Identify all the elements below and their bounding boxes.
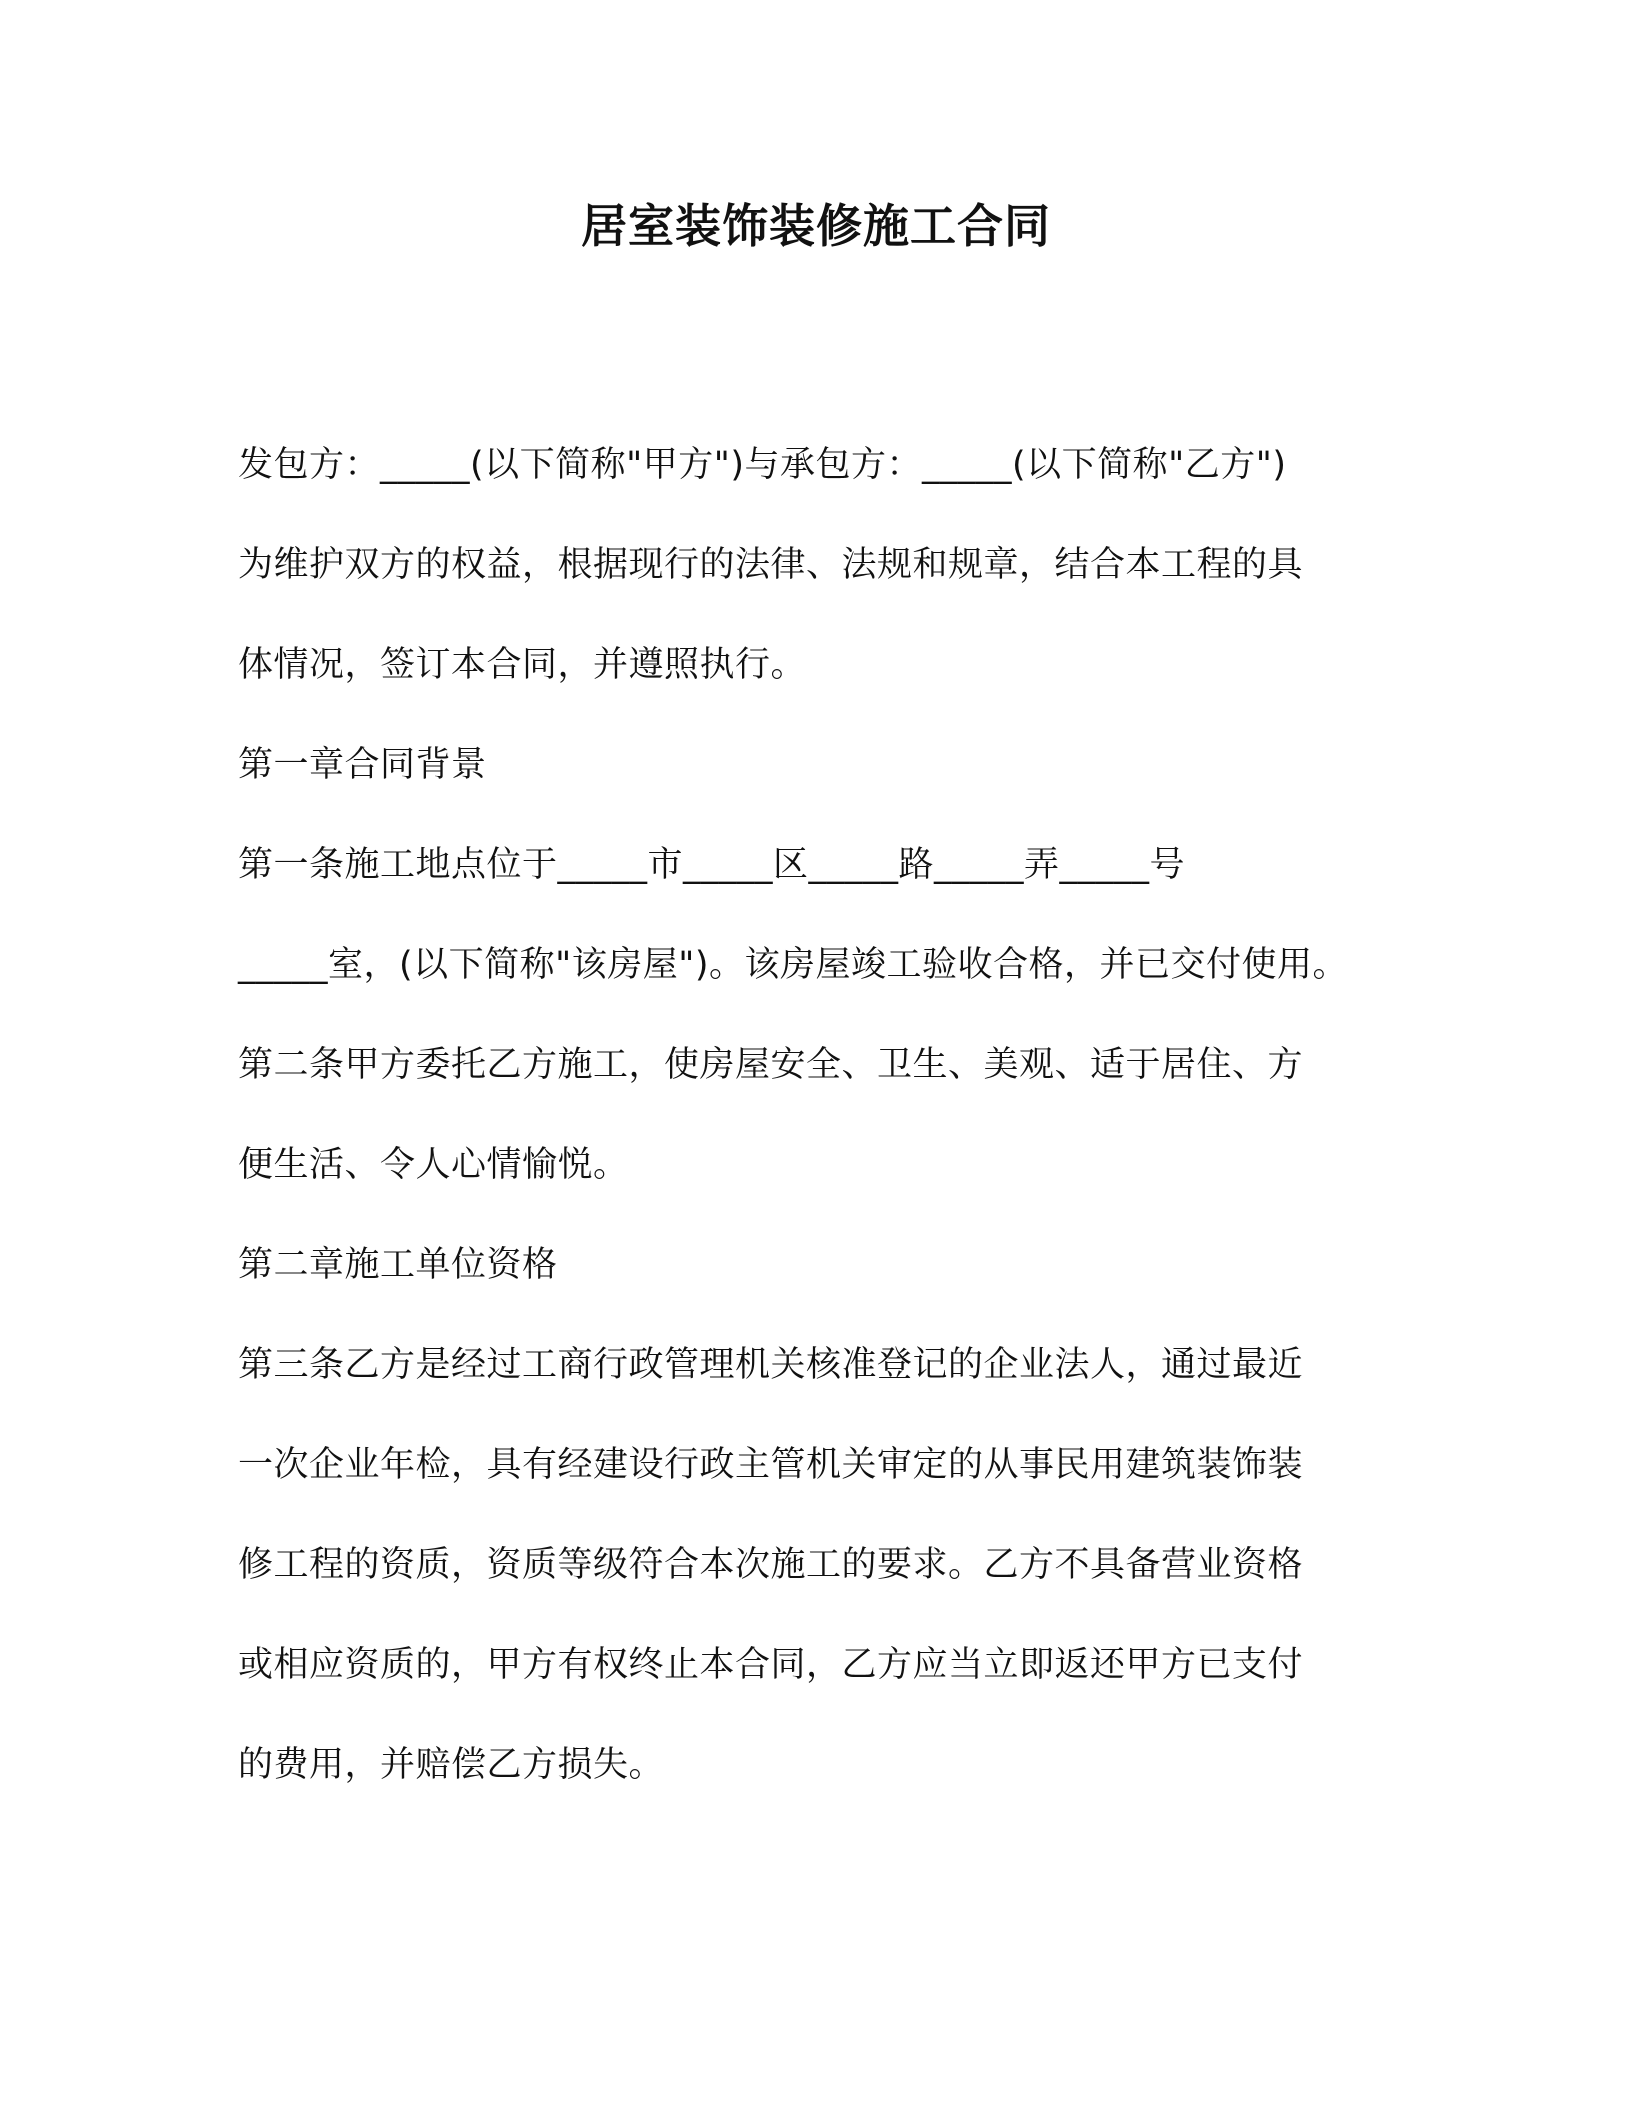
paragraph-line: 便生活、令人心情愉悦。 [238, 1145, 629, 1185]
document-body [238, 415, 1418, 1815]
paragraph-line: 一次企业年检，具有经建设行政主管机关审定的从事民用建筑装饰装 [238, 1445, 1304, 1485]
paragraph-line: 第三条乙方是经过工商行政管理机关核准登记的企业法人，通过最近 [238, 1345, 1304, 1385]
paragraph-line: 体情况，签订本合同，并遵照执行。 [238, 645, 807, 685]
paragraph-line: 第一条施工地点位于_____市_____区_____路_____弄_____号 [238, 845, 1186, 885]
paragraph-line: 的费用，并赔偿乙方损失。 [238, 1745, 665, 1785]
chapter-heading: 第二章施工单位资格 [238, 1245, 558, 1285]
paragraph-line: _____室，(以下简称"该房屋")。该房屋竣工验收合格，并已交付使用。 [238, 945, 1349, 985]
paragraph-line: 为维护双方的权益，根据现行的法律、法规和规章，结合本工程的具 [238, 545, 1304, 585]
paragraph-line: 或相应资质的，甲方有权终止本合同，乙方应当立即返还甲方已支付 [238, 1645, 1304, 1685]
chapter-heading: 第一章合同背景 [238, 745, 487, 785]
document-title: 居室装饰装修施工合同 [581, 199, 1051, 253]
paragraph-line: 修工程的资质，资质等级符合本次施工的要求。乙方不具备营业资格 [238, 1545, 1304, 1585]
paragraph-line: 第二条甲方委托乙方施工，使房屋安全、卫生、美观、适于居住、方 [238, 1045, 1304, 1085]
paragraph-line: 发包方：_____(以下简称"甲方")与承包方：_____(以下简称"乙方") [238, 445, 1287, 485]
